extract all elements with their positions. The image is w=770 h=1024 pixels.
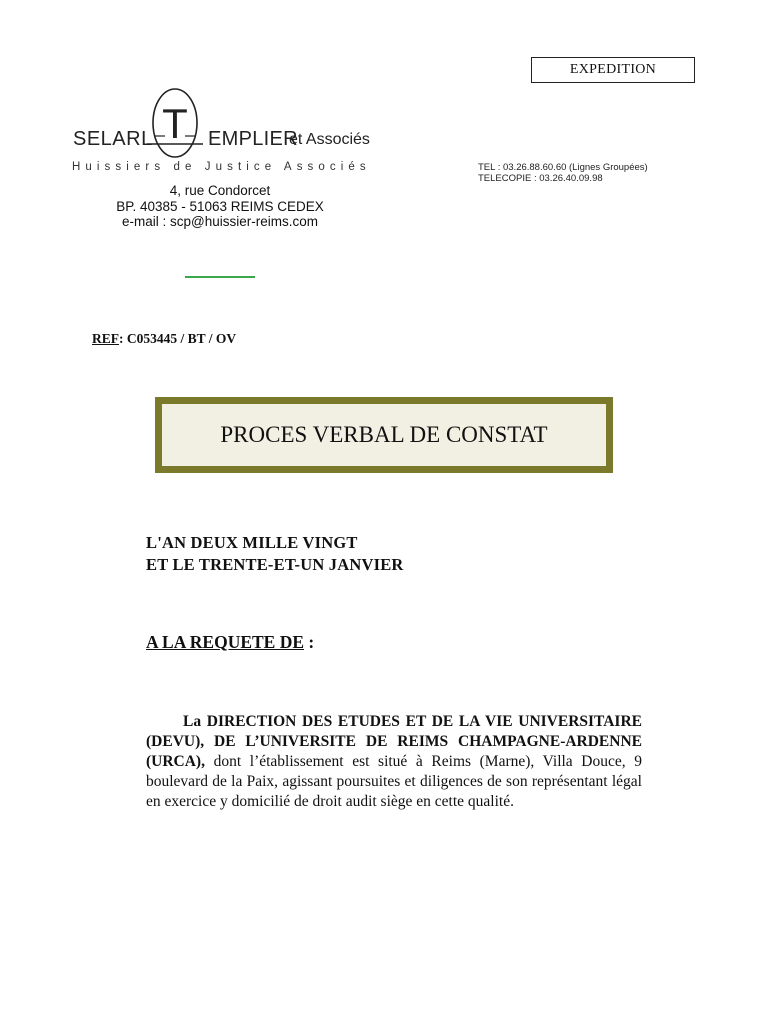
requete-colon: :	[304, 632, 315, 652]
requete-heading	[146, 632, 314, 653]
seal-letter: T	[162, 100, 188, 147]
logo-name: EMPLIER	[208, 128, 298, 150]
requester-name: La DIRECTION DES ETUDES ET DE LA VIE UNIVERSITAIRE (DEVU), DE L’UNIVERSITE DE REIMS CHAMPAGNE-ARDENNE (URCA),	[146, 713, 642, 770]
logo-prefix: SELARL	[73, 128, 153, 150]
address-street: 4, rue Condorcet	[169, 183, 271, 198]
contact-info	[478, 162, 648, 184]
address-postal: BP. 40385 - 51063 REIMS CEDEX	[116, 198, 324, 214]
date-line-1: L'AN DEUX MILLE VINGT	[146, 533, 358, 552]
expedition-box	[531, 57, 695, 83]
logo-suffix: et Associés	[289, 131, 370, 148]
reference-label: REF	[92, 331, 119, 346]
reference-value: : C053445 / BT / OV	[119, 331, 237, 346]
phone-number: TEL : 03.26.88.60.60 (Lignes Groupées)	[478, 162, 648, 173]
firm-logo	[70, 86, 380, 176]
expedition-label: EXPEDITION	[569, 62, 657, 77]
divider-rule	[185, 276, 255, 278]
requete-label: A LA REQUETE DE	[146, 632, 305, 652]
address-email: e-mail : scp@huissier-reims.com	[122, 214, 318, 229]
logo-wordmark	[70, 114, 380, 162]
document-title-box	[155, 397, 613, 473]
reference-line	[92, 331, 236, 347]
logo-tagline: Huissiers de Justice Associés	[72, 161, 371, 173]
requester-paragraph	[146, 712, 642, 812]
document-title: PROCES VERBAL DE CONSTAT	[161, 403, 607, 467]
date-line-2: ET LE TRENTE-ET-UN JANVIER	[146, 555, 404, 574]
requester-details: dont l’établissement est situé à Reims (Marne), Villa Douce, 9 boulevard de la Paix, agissant poursuites et diligences de son représentant légal en exercice y domicilié de droit audit siège en cette qualité.	[146, 753, 642, 810]
fax-number: TELECOPIE : 03.26.40.09.98	[478, 173, 603, 184]
firm-address	[90, 183, 350, 230]
